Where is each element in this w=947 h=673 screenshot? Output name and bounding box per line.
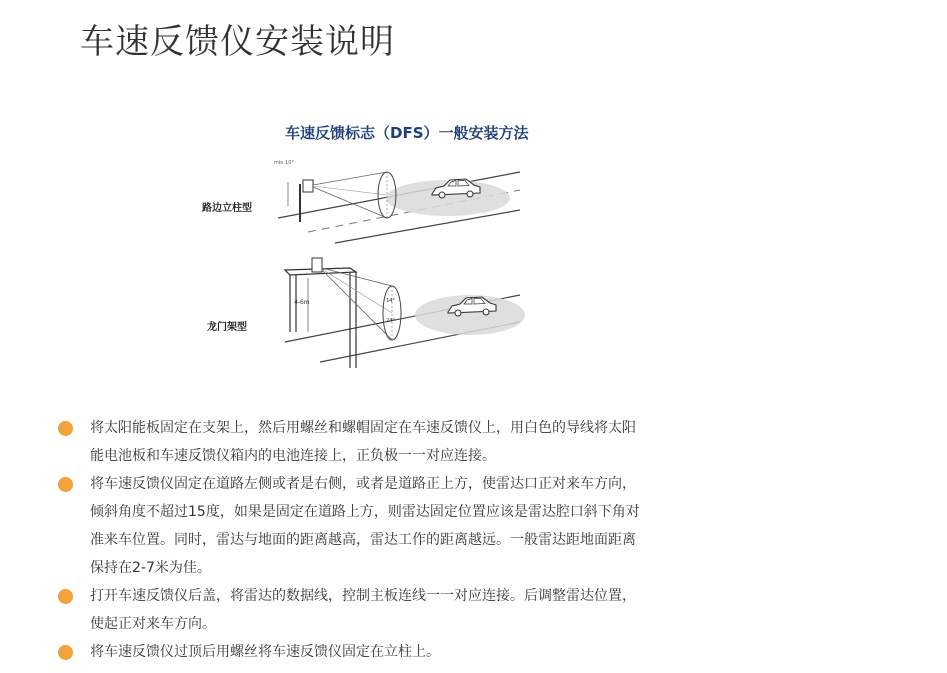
angle-annotation: 14° bbox=[386, 298, 395, 304]
bullet-dot-icon bbox=[58, 477, 73, 492]
height-annotation: 4-6m bbox=[294, 299, 310, 306]
instruction-item bbox=[56, 638, 736, 666]
instruction-line: 打开车速反馈仪后盖，将雷达的数据线，控制主板连线一一对应连接。后调整雷达位置， bbox=[90, 588, 636, 604]
bullet-dot-icon bbox=[58, 645, 73, 660]
instruction-line: 倾斜角度不超过15度，如果是固定在道路上方，则雷达固定位置应该是雷达腔口斜下角对 bbox=[90, 504, 640, 520]
diagram-drawing bbox=[190, 110, 610, 390]
instruction-line: 将太阳能板固定在支架上，然后用螺丝和螺帽固定在车速反馈仪上，用白色的导线将太阳 bbox=[90, 420, 636, 436]
roadside-pole-label: 路边立柱型 bbox=[202, 203, 252, 214]
roadside-sign bbox=[303, 180, 313, 192]
instruction-line: 能电池板和车速反馈仪箱内的电池连接上，正负极一一对应连接。 bbox=[90, 448, 496, 464]
gantry-sign bbox=[312, 258, 322, 272]
instruction-item bbox=[56, 470, 736, 582]
instruction-line: 保持在2-7米为佳。 bbox=[90, 560, 211, 576]
instruction-item bbox=[56, 582, 736, 638]
diagram-title: 车速反馈标志（DFS）一般安装方法 bbox=[285, 124, 529, 142]
instruction-item bbox=[56, 414, 736, 470]
installation-diagram bbox=[190, 110, 610, 390]
instruction-line: 将车速反馈仪固定在道路左侧或者是右侧，或者是道路正上方，使雷达口正对来车方向， bbox=[90, 476, 636, 492]
bullet-dot-icon bbox=[58, 589, 73, 604]
gantry-frame bbox=[285, 268, 356, 368]
page-title: 车速反馈仪安装说明 bbox=[80, 22, 395, 62]
instruction-list bbox=[56, 414, 736, 666]
instruction-line: 使起正对来车方向。 bbox=[90, 616, 216, 632]
instruction-line: 准来车位置。同时，雷达与地面的距离越高，雷达工作的距离越远。一般雷达距地面距离 bbox=[90, 532, 636, 548]
angle-annotation-top: min 10° bbox=[274, 160, 294, 166]
bullet-dot-icon bbox=[58, 421, 73, 436]
angle-annotation: 24° bbox=[386, 318, 395, 324]
gantry-label: 龙门架型 bbox=[207, 322, 247, 333]
instruction-line: 将车速反馈仪过顶后用螺丝将车速反馈仪固定在立柱上。 bbox=[90, 644, 440, 660]
